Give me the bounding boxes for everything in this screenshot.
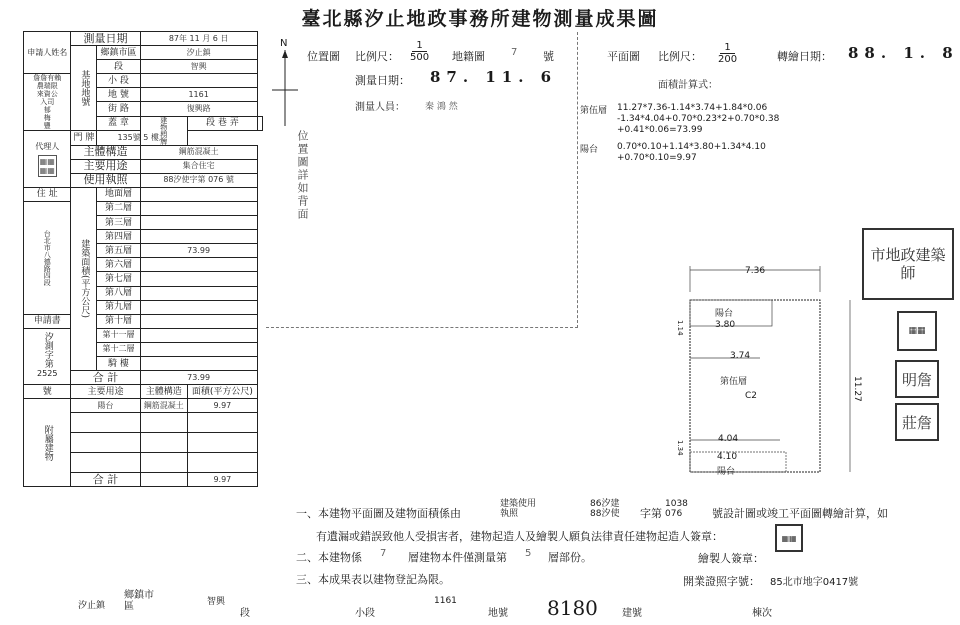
address-label: 住 址 [24,187,71,201]
main-use-label: 主要用途 [71,159,140,173]
floor-area-7 [140,272,257,286]
location-back-note: 位置圖詳如背面 [296,130,309,221]
floor-label-4: 第四層 [97,230,140,244]
note-1d: 字第 [640,507,662,520]
main-structure-value: 鋼筋混凝土 [140,145,257,159]
footer-town: 汐止鎮 [78,601,106,611]
location-scale-fraction: $\frac{1}{500}$ [410,40,430,63]
floor-area-6 [140,258,257,272]
application-number: 2525 [37,369,58,379]
dim-left2: 1.34 [676,440,684,456]
footer-subsection-label: 小段 [355,608,375,619]
floor-plan-scale-label: 比例尺： [658,50,702,63]
permit-label: 使用執照 [71,173,140,187]
room-code: C2 [745,391,758,401]
floor-label-12: 第十二層 [97,342,140,356]
note-1f: 號設計圖或竣工平面圖轉繪計算，如 [712,507,888,520]
agent-seal-stamp: ▦▦ ▦▦ [39,157,55,176]
attached-total-value: 9.97 [188,473,258,487]
survey-date-label: 測量日期 [71,32,140,46]
dim-left1: 1.14 [676,320,684,336]
floor-label-1: 地面層 [97,187,140,201]
seal-zhuang-zhan: 莊詹 [895,403,939,441]
attached-label: 附屬建物 [24,399,71,487]
floor-label-11: 第十一層 [97,328,140,342]
footer-section: 智興 [207,597,226,607]
calc-balcony-label: 陽台 [580,145,599,155]
street-value: 復興路 [140,102,257,116]
main-use-value: 集合住宅 [140,159,257,173]
architect-seal-stamp: 市地政建築師 [862,228,954,300]
location-survey-date-value: 87. 11. 6 [430,68,558,86]
small-seal-stamp: ▦▦ [897,311,937,351]
floors-group-label: 建築面積(平方公尺) [71,187,97,370]
balcony-top-label: 陽台 [715,309,734,319]
north-arrow-icon [270,48,300,128]
section-value: 智興 [140,60,257,74]
floor-plan-label: 平面圖 [607,50,640,63]
subsection-label: 小 段 [97,74,140,88]
door-label: 門 牌 [71,131,97,145]
lane-value [257,116,262,131]
attached-header-structure: 主體構造 [140,385,187,399]
permit-value: 88汐使字第 076 號 [140,173,257,187]
address-cell: 台北市八德路四段 [24,201,71,314]
main-structure-label: 主體構造 [71,145,140,159]
note-1c: 86汐建 88汐使 [590,499,620,519]
note-1e: 1038 076 [665,499,688,519]
application-suffix: 號 [24,385,71,399]
attached-use-1: 陽台 [71,399,140,413]
dim-mid4: 4.10 [717,452,738,462]
page-title: 臺北縣汐止地政事務所建物測量成果圖 [301,8,659,30]
total-value: 73.99 [140,371,257,385]
area-calc-label: 面積計算式： [658,80,718,91]
section-label: 段 [97,60,140,74]
transfer-date-label: 轉繪日期： [777,50,832,63]
applicant-label: 申請人姓名 [24,32,71,74]
footer-building-no: 8180 [547,596,598,620]
note-3: 三、本成果表以建物登記為限。 [296,573,450,586]
note-1a: 一、本建物平面圖及建物面積係由 [296,507,461,520]
cadastral-suffix: 號 [543,50,554,63]
note-2e: 層部份。 [548,551,592,564]
floor-area-2 [140,201,257,215]
building-info-table [23,31,263,487]
balcony-bottom-label: 陽台 [717,467,736,477]
floor-area-10 [140,314,257,328]
transfer-date-value: 88. 1. 8 [848,44,959,62]
room-name: 第伍層 [720,377,748,387]
dim-mid1: 3.80 [715,320,736,330]
note-2b: 7 [380,548,387,559]
north-label: N [280,38,288,49]
note-1b: 建築使用執照 [500,499,537,519]
calc-floor5-formula: 11.27*7.36-1.14*3.74+1.84*0.06 -1.34*4.04+0.70*0.23*2+0.70*0.38 +0.41*0.06=73.99 [617,103,780,135]
owner-seal-stamp: ▦▦ [775,524,803,552]
seal-label: 蓋 章 [97,116,140,131]
calc-balcony-formula: 0.70*0.10+1.14*3.80+1.34*4.10 +0.70*0.10=9.97 [617,142,766,163]
agent-label: 代理人 [35,142,60,152]
footer-lot: 1161 [434,596,457,606]
calc-floor5-label: 第伍層 [580,106,608,116]
floor-label-2: 第二層 [97,201,140,215]
floor-plan-drawing [670,262,870,482]
floor-label-9: 第九層 [97,300,140,314]
attached-area-1: 9.97 [188,399,258,413]
floor-area-5: 73.99 [140,244,257,258]
lot-value: 1161 [140,88,257,102]
surveyor-value: 秦 鴻 然 [425,102,458,112]
floor-area-1 [140,187,257,201]
floor-area-11 [140,328,257,342]
floor-label-3: 第三層 [97,216,140,230]
applicant-names: 詹詹有賴 農瑞限 來資公 入司 郁 梅 豐 [24,74,71,131]
floor-label-7: 第七層 [97,272,140,286]
cadastral-no: 7 [511,47,518,58]
floor-area-4 [140,230,257,244]
note-2c: 層建物本件僅測量第 [408,551,507,564]
total-label: 合 計 [71,371,140,385]
footer-building-label: 建號 [622,608,642,619]
attached-total-label: 合 計 [71,473,140,487]
attached-header-use: 主要用途 [71,385,140,399]
lot-label: 地 號 [97,88,140,102]
base-lot-label: 基地地號 [71,46,97,131]
district-value: 汐止鎮 [140,46,257,60]
application-label: 申請書 [24,314,71,328]
district-label: 鄉鎮市區 [97,46,140,60]
door-value: 135號 5 樓之 [97,131,188,145]
cadastral-label: 地籍圖 [452,50,485,63]
floor-area-12 [140,342,257,356]
floor-area-9 [140,300,257,314]
floor-label-5: 第五層 [97,244,140,258]
surveyor-label: 測量人員： [355,102,405,113]
footer-lot-label: 地號 [488,608,508,619]
subsection-value [140,74,257,88]
survey-date-value: 87年 11 月 6 日 [140,32,257,46]
footer-unit-label: 棟次 [752,608,772,619]
lane-label: 段 巷 弄 [188,116,258,131]
floor-label-6: 第六層 [97,258,140,272]
floor-area-3 [140,216,257,230]
note-1g: 有遺漏或錯誤致他人受損害者，建物起造人及繪製人願負法律責任建物起造人簽章： [316,530,723,543]
note-2f: 繪製人簽章： [698,552,764,565]
location-scale-label: 比例尺： [355,50,399,63]
floor-label-10: 第十層 [97,314,140,328]
seal-ming-zhan: 明詹 [895,360,939,398]
dim-mid2: 3.74 [730,351,751,361]
footer-section-label: 段 [240,608,250,619]
agent-cell [24,131,71,188]
floor-label-8: 第八層 [97,286,140,300]
floor-plan-scale-fraction: $\frac{1}{200}$ [718,42,738,65]
location-map-label: 位置圖 [307,50,340,63]
application-cell: 汐測字第 2525 [24,328,71,384]
note-2d: 5 [525,548,532,559]
license-value: 85北市地字0417號 [770,577,859,588]
footer-town-label: 鄉鎮市區 [124,590,154,612]
building-no-label: 建物門牌 [140,116,187,145]
attached-header-area: 面積(平方公尺) [188,385,258,399]
street-label: 街 路 [97,102,140,116]
balcony-label: 騎 樓 [97,356,140,370]
note-2a: 二、本建物係 [296,551,362,564]
dim-top: 7.36 [745,266,766,276]
dim-right: 11.27 [852,376,862,402]
dim-mid3: 4.04 [718,434,739,444]
license-label: 開業證照字號： [683,575,760,588]
attached-structure-1: 鋼筋混凝土 [140,399,187,413]
location-survey-date-label: 測量日期： [355,74,410,87]
balcony-area [140,356,257,370]
floor-area-8 [140,286,257,300]
